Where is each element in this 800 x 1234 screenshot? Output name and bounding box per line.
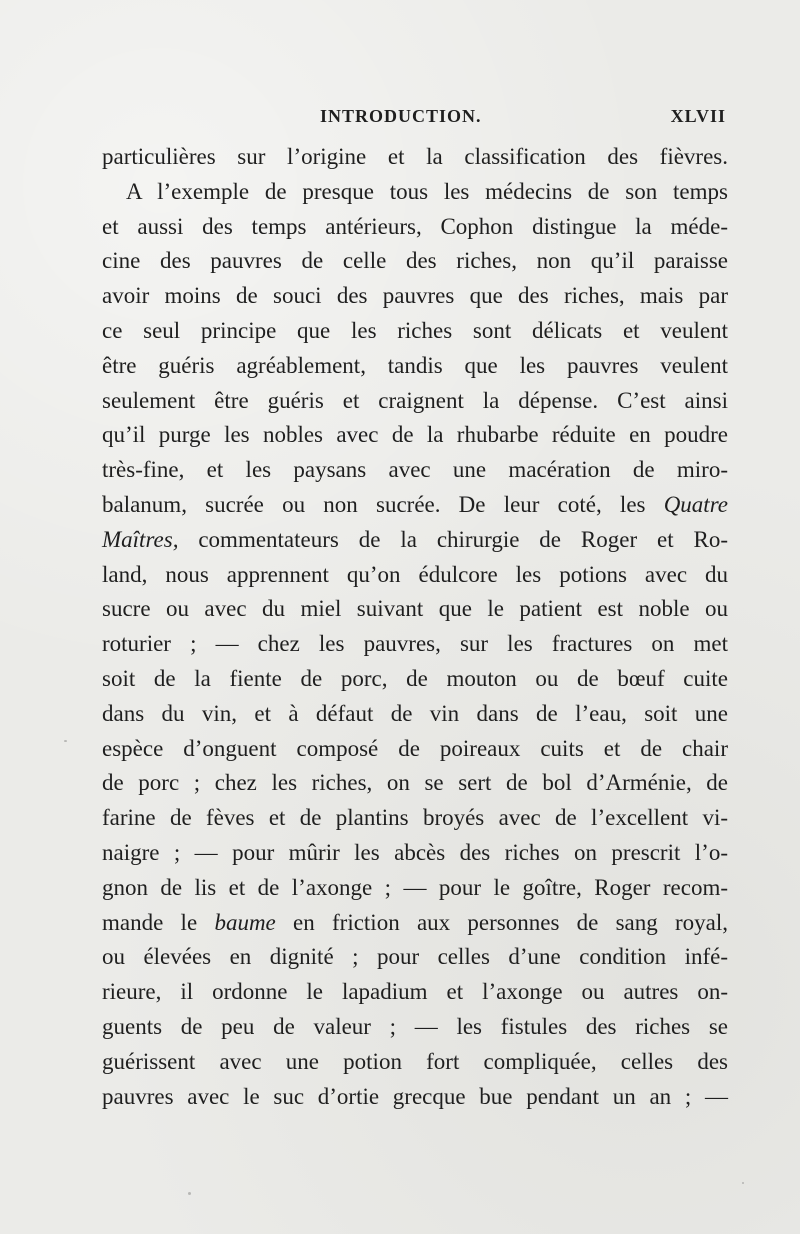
paper-speck bbox=[64, 740, 67, 742]
text-line bbox=[102, 523, 728, 558]
italic-title: Quatre bbox=[663, 491, 728, 517]
text-line: être guéris agréablement, tandis que les pauvres veulent bbox=[102, 352, 728, 378]
text-line: de porc ; chez les riches, on se sert de bol d’Arménie, de bbox=[102, 770, 728, 796]
text-line: espèce d’onguent composé de poireaux cuits et de chair bbox=[102, 735, 728, 761]
text-line: land, nous apprennent qu’on édulcore les potions avec du bbox=[102, 561, 728, 587]
italic-title: Maîtres, bbox=[102, 526, 179, 552]
text-line: et aussi des temps antérieurs, Cophon distingue la méde- bbox=[102, 213, 728, 239]
text-line: roturier ; — chez les pauvres, sur les fractures on met bbox=[102, 631, 728, 657]
text-line: soit de la fiente de porc, de mouton ou de bœuf cuite bbox=[102, 665, 728, 691]
text-line: guérissent avec une potion fort compliquée, celles des bbox=[102, 1048, 728, 1074]
text-line bbox=[102, 488, 728, 523]
text-segment: mande le bbox=[102, 909, 198, 935]
page-header bbox=[106, 106, 726, 136]
paper-speck bbox=[742, 1182, 744, 1184]
text-line: rieure, il ordonne le lapadium et l’axonge ou autres on- bbox=[102, 979, 728, 1005]
text-line: particulières sur l’origine et la classification des fièvres. bbox=[102, 144, 728, 169]
text-line: avoir moins de souci des pauvres que des riches, mais par bbox=[102, 283, 728, 309]
text-line: dans du vin, et à défaut de vin dans de l’eau, soit une bbox=[102, 700, 728, 726]
text-line: naigre ; — pour mûrir les abcès des riches on prescrit l’o- bbox=[102, 839, 728, 865]
running-title: INTRODUCTION. bbox=[320, 106, 482, 126]
text-segment: commentateurs de la chirurgie de Roger et Ro- bbox=[198, 526, 728, 552]
italic-word: baume bbox=[214, 909, 276, 935]
text-line: pauvres avec le suc d’ortie grecque bue pendant un an ; — bbox=[102, 1083, 728, 1109]
text-line: guents de peu de valeur ; — les fistules des riches se bbox=[102, 1013, 728, 1039]
text-line: sucre ou avec du miel suivant que le patient est noble ou bbox=[102, 596, 728, 622]
paper-speck bbox=[188, 1192, 191, 1195]
text-line: ce seul principe que les riches sont délicats et veulent bbox=[102, 317, 728, 343]
page-number: XLVII bbox=[670, 106, 726, 126]
text-line: farine de fèves et de plantins broyés avec de l’excellent vi- bbox=[102, 805, 728, 831]
text-line: cine des pauvres de celle des riches, non qu’il paraisse bbox=[102, 248, 728, 274]
text-line: gnon de lis et de l’axonge ; — pour le goître, Roger recom- bbox=[102, 874, 728, 900]
text-line: très-fine, et les paysans avec une macération de miro- bbox=[102, 457, 728, 483]
text-line: qu’il purge les nobles avec de la rhubarbe réduite en poudre bbox=[102, 422, 728, 448]
text-segment: balanum, sucrée ou non sucrée. De leur coté, les bbox=[102, 491, 646, 517]
body-text bbox=[102, 140, 728, 1114]
text-segment: en friction aux personnes de sang royal, bbox=[293, 909, 729, 935]
text-line: A l’exemple de presque tous les médecins de son temps bbox=[126, 178, 728, 204]
text-line bbox=[102, 906, 728, 941]
text-line: seulement être guéris et craignent la dépense. C’est ainsi bbox=[102, 387, 728, 413]
text-line: ou élevées en dignité ; pour celles d’une condition infé- bbox=[102, 944, 728, 970]
